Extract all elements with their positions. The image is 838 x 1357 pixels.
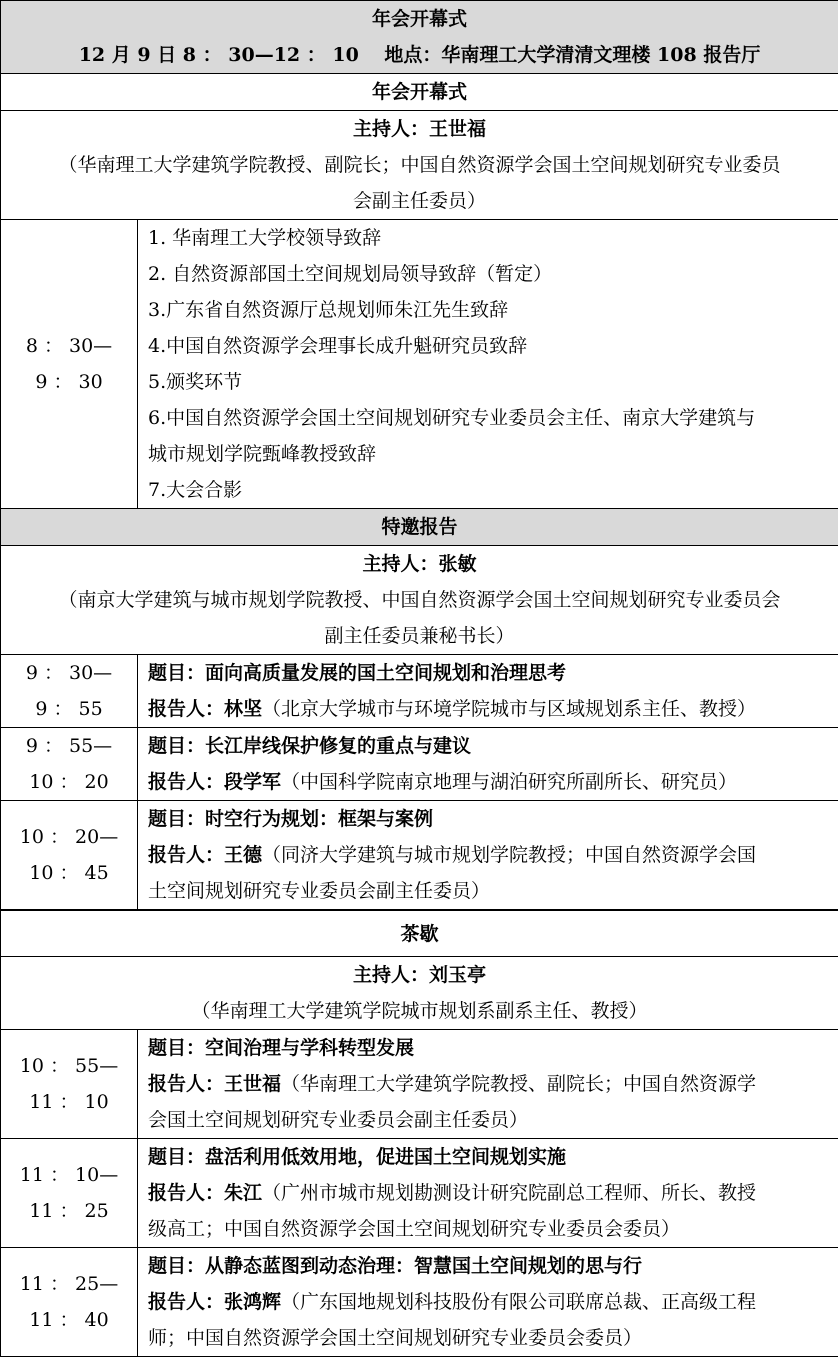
talk-time-start: 11 ： 25— bbox=[1, 1266, 137, 1302]
tea-host-desc: （华南理工大学建筑学院城市规划系副系主任、教授） bbox=[1, 993, 838, 1029]
opening-time-place: 12 月 9 日 8 ： 30—12 ： 10 地点：华南理工大学清清文理楼 108 报告厅 bbox=[1, 37, 838, 73]
opening-item: 2. 自然资源部国土空间规划局领导致辞（暂定） bbox=[138, 256, 838, 292]
speaker-name: 王世福 bbox=[224, 1073, 281, 1095]
talk-row bbox=[1, 801, 838, 911]
opening-header-row bbox=[1, 1, 838, 74]
opening-item: 6.中国自然资源学会国土空间规划研究专业委员会主任、南京大学建筑与 bbox=[138, 400, 838, 436]
talk-info-cell bbox=[138, 1248, 838, 1357]
talk-row bbox=[1, 1248, 838, 1357]
talk-info-cell bbox=[138, 801, 838, 911]
talk-time-cell bbox=[1, 1139, 138, 1248]
tea-host-row bbox=[1, 957, 838, 1030]
talk-time-end: 11 ： 10 bbox=[1, 1084, 137, 1120]
speaker-desc-continued: 土空间规划研究专业委员会副主任委员） bbox=[148, 873, 838, 909]
speaker-desc-continued: 师；中国自然资源学会国土空间规划研究专业委员会委员） bbox=[148, 1320, 838, 1356]
talk-time-cell bbox=[1, 1030, 138, 1139]
talk-time-cell bbox=[1, 728, 138, 801]
opening-item: 1. 华南理工大学校领导致辞 bbox=[138, 220, 838, 256]
talk-time-cell bbox=[1, 655, 138, 728]
talk-time-start: 9 ： 55— bbox=[1, 728, 137, 764]
speaker-desc: （同济大学建筑与城市规划学院教授；中国自然资源学会国 bbox=[262, 844, 756, 866]
talk-row bbox=[1, 1030, 838, 1139]
talk-topic: 题目：长江岸线保护修复的重点与建议 bbox=[148, 728, 838, 764]
opening-time-cell bbox=[1, 220, 138, 509]
opening-header-title: 年会开幕式 bbox=[1, 1, 838, 37]
opening-agenda-row bbox=[1, 220, 838, 509]
speaker-desc: （华南理工大学建筑学院教授、副院长；中国自然资源学 bbox=[281, 1073, 756, 1095]
tea-host-name: 主持人：刘玉亭 bbox=[1, 957, 838, 993]
speaker-name: 段学军 bbox=[224, 771, 281, 793]
speaker-desc-continued: 级高工；中国自然资源学会国土空间规划研究专业委员会委员） bbox=[148, 1211, 838, 1247]
speaker-name: 张鸿辉 bbox=[224, 1291, 281, 1313]
talk-topic: 题目：空间治理与学科转型发展 bbox=[148, 1030, 838, 1066]
talk-time-end: 9 ： 55 bbox=[1, 691, 137, 727]
speaker-name: 朱江 bbox=[224, 1182, 262, 1204]
talk-time-start: 10 ： 55— bbox=[1, 1048, 137, 1084]
tea-break-title: 茶歇 bbox=[1, 916, 838, 952]
opening-host-cell bbox=[1, 111, 838, 220]
special-host-cell bbox=[1, 546, 838, 655]
special-title-row bbox=[1, 509, 838, 546]
opening-section-title: 年会开幕式 bbox=[1, 74, 838, 110]
special-section-title: 特邀报告 bbox=[1, 509, 838, 545]
opening-time-end: 9 ： 30 bbox=[1, 364, 137, 400]
speaker-label: 报告人： bbox=[148, 1182, 224, 1204]
opening-item: 4.中国自然资源学会理事长成升魁研究员致辞 bbox=[138, 328, 838, 364]
special-title-cell bbox=[1, 509, 838, 546]
speaker-label: 报告人： bbox=[148, 771, 224, 793]
talk-time-end: 11 ： 40 bbox=[1, 1302, 137, 1338]
speaker-label: 报告人： bbox=[148, 1073, 224, 1095]
opening-items-cell bbox=[138, 220, 838, 509]
opening-item: 3.广东省自然资源厅总规划师朱江先生致辞 bbox=[138, 292, 838, 328]
opening-host-desc-line-1: （华南理工大学建筑学院教授、副院长；中国自然资源学会国土空间规划研究专业委员 bbox=[1, 147, 838, 183]
talk-info-cell bbox=[138, 1139, 838, 1248]
talk-time-end: 10 ： 20 bbox=[1, 764, 137, 800]
talk-topic: 题目：盘活利用低效用地，促进国土空间规划实施 bbox=[148, 1139, 838, 1175]
tea-break-cell bbox=[1, 910, 838, 957]
special-host-name: 主持人：张敏 bbox=[1, 546, 838, 582]
speaker-desc: （广州市城市规划勘测设计研究院副总工程师、所长、教授 bbox=[262, 1182, 756, 1204]
talk-info-cell bbox=[138, 655, 838, 728]
tea-break-row bbox=[1, 910, 838, 957]
talk-time-end: 10 ： 45 bbox=[1, 855, 137, 891]
talk-time-cell bbox=[1, 801, 138, 911]
talk-time-start: 10 ： 20— bbox=[1, 819, 137, 855]
talk-time-start: 9 ： 30— bbox=[1, 655, 137, 691]
opening-host-row bbox=[1, 111, 838, 220]
speaker-label: 报告人： bbox=[148, 698, 224, 720]
opening-item: 5.颁奖环节 bbox=[138, 364, 838, 400]
talk-topic: 题目：时空行为规划：框架与案例 bbox=[148, 801, 838, 837]
opening-section-title-cell bbox=[1, 74, 838, 111]
opening-header-cell bbox=[1, 1, 838, 74]
special-host-row bbox=[1, 546, 838, 655]
speaker-label: 报告人： bbox=[148, 1291, 224, 1313]
opening-item: 城市规划学院甄峰教授致辞 bbox=[138, 436, 838, 472]
speaker-desc: （广东国地规划科技股份有限公司联席总裁、正高级工程 bbox=[281, 1291, 756, 1313]
speaker-desc: （中国科学院南京地理与湖泊研究所副所长、研究员） bbox=[281, 771, 737, 793]
opening-section-title-row bbox=[1, 74, 838, 111]
talk-info-cell bbox=[138, 728, 838, 801]
special-host-desc-line-2: 副主任委员兼秘书长） bbox=[1, 618, 838, 654]
opening-item: 7.大会合影 bbox=[138, 472, 838, 508]
opening-time-start: 8 ： 30— bbox=[1, 328, 137, 364]
talk-time-cell bbox=[1, 1248, 138, 1357]
speaker-name: 王德 bbox=[224, 844, 262, 866]
speaker-label: 报告人： bbox=[148, 844, 224, 866]
opening-host-desc-line-2: 会副主任委员） bbox=[1, 183, 838, 219]
speaker-desc: （北京大学城市与环境学院城市与区域规划系主任、教授） bbox=[262, 698, 756, 720]
talk-time-end: 11 ： 25 bbox=[1, 1193, 137, 1229]
tea-host-cell bbox=[1, 957, 838, 1030]
speaker-desc-continued: 会国土空间规划研究专业委员会副主任委员） bbox=[148, 1102, 838, 1138]
talk-row bbox=[1, 655, 838, 728]
special-host-desc-line-1: （南京大学建筑与城市规划学院教授、中国自然资源学会国土空间规划研究专业委员会 bbox=[1, 582, 838, 618]
opening-host-name: 主持人：王世福 bbox=[1, 111, 838, 147]
talk-row bbox=[1, 1139, 838, 1248]
talk-row bbox=[1, 728, 838, 801]
talk-topic: 题目：面向高质量发展的国土空间规划和治理思考 bbox=[148, 655, 838, 691]
talk-time-start: 11 ： 10— bbox=[1, 1157, 137, 1193]
talk-info-cell bbox=[138, 1030, 838, 1139]
speaker-name: 林坚 bbox=[224, 698, 262, 720]
talk-topic: 题目：从静态蓝图到动态治理：智慧国土空间规划的思与行 bbox=[148, 1248, 838, 1284]
